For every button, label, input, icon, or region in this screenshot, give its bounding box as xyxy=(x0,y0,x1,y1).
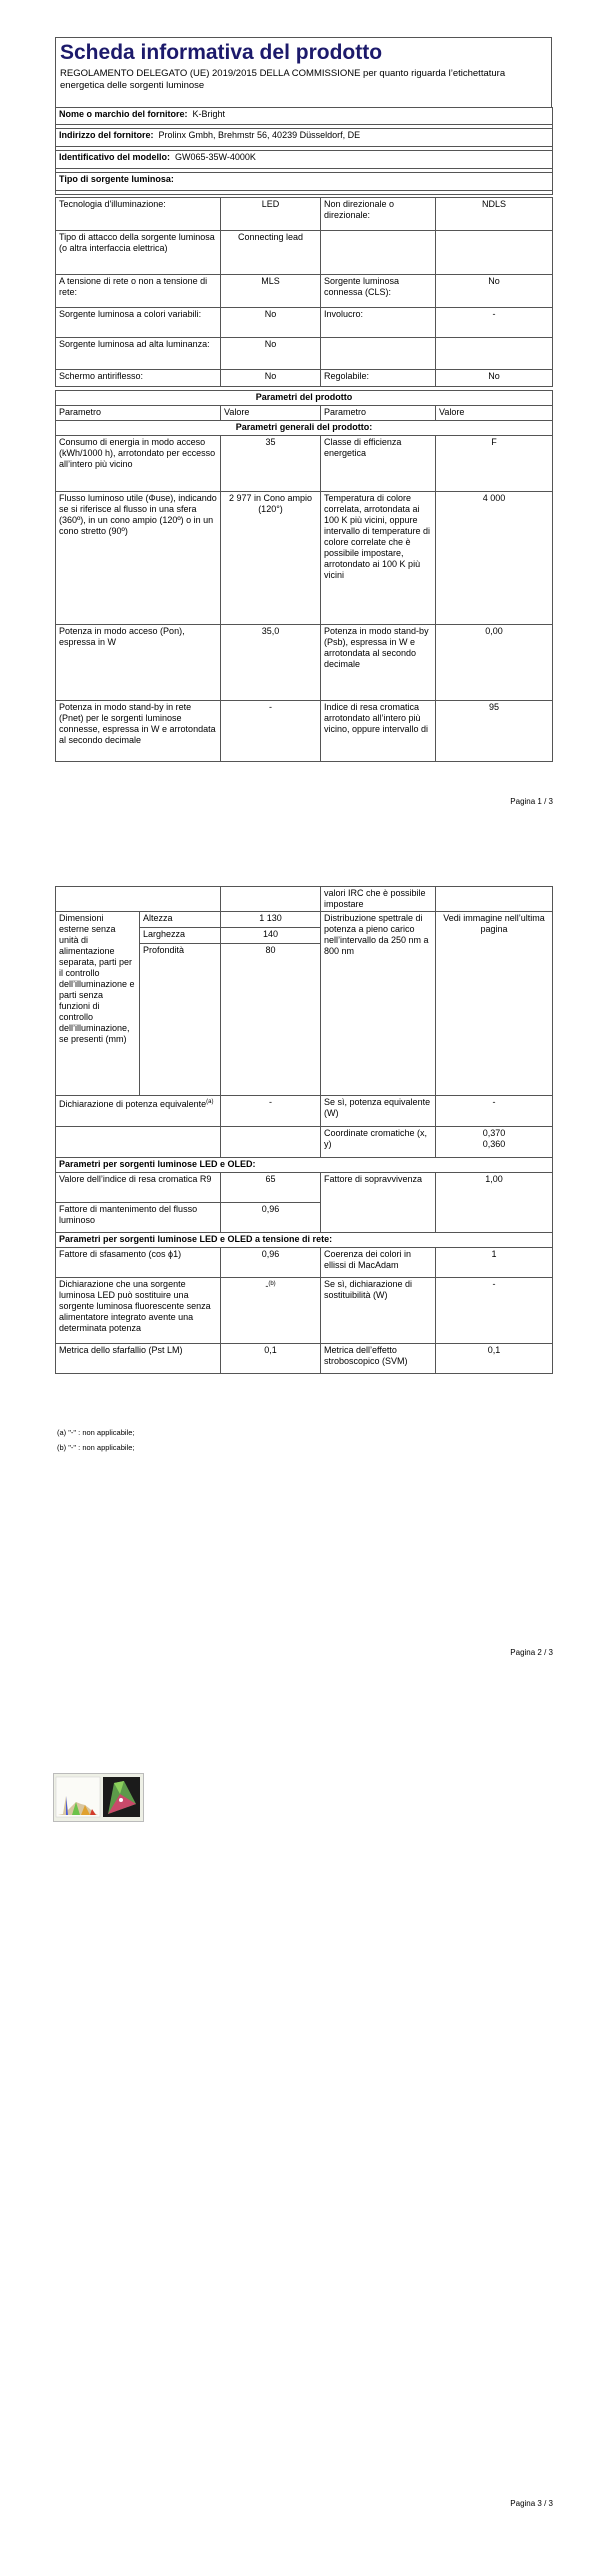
table-row xyxy=(56,1173,553,1203)
cri-label: Indice di resa cromatica arrotondato all’intero più vicino, oppure intervallo di xyxy=(321,701,436,762)
spectral-distribution-thumbnail xyxy=(53,1773,144,1822)
supplier-name-label: Nome o marchio del fornitore: xyxy=(59,109,188,119)
cri-value: 95 xyxy=(436,701,553,762)
cri-label-continued: valori IRC che è possibile impostare xyxy=(321,887,436,912)
table-row xyxy=(56,1278,553,1344)
on-mode-power-value: 35,0 xyxy=(221,625,321,701)
width-value: 140 xyxy=(221,928,321,944)
page-number: Pagina 3 / 3 xyxy=(510,2499,553,2508)
stroboscopic-metric-label: Metrica dell’effetto stroboscopico (SVM) xyxy=(321,1344,436,1374)
table-row xyxy=(56,308,553,338)
cct-value: 4 000 xyxy=(436,492,553,625)
technology-value: LED xyxy=(221,198,321,231)
general-parameters-title: Parametri generali del prodotto: xyxy=(56,421,553,436)
colour-tunable-label: Sorgente luminosa a colori variabili: xyxy=(56,308,221,338)
column-header-value: Valore xyxy=(436,406,553,421)
cct-label: Temperatura di colore correlata, arrotondata ai 100 K più vicini, oppure intervallo di temperature di colore correlate che è possibile impostare, arrotondato ai 100 K più vicini xyxy=(321,492,436,625)
on-mode-power-label: Potenza in modo acceso (Pon), espressa in W xyxy=(56,625,221,701)
supplier-table xyxy=(55,107,553,195)
height-label: Altezza xyxy=(140,912,221,928)
efficiency-class-value: F xyxy=(436,436,553,492)
macadam-label: Coerenza dei colori in ellissi di MacAdam xyxy=(321,1248,436,1278)
standby-power-value: 0,00 xyxy=(436,625,553,701)
fluorescent-replacement-label: Dichiarazione che una sorgente luminosa LED può sostituire una sorgente luminosa fluorescente senza alimentatore integrato avente una determinata potenza xyxy=(56,1278,221,1344)
chromaticity-y: 0,360 xyxy=(482,1139,506,1149)
table-row xyxy=(56,1096,553,1127)
networked-standby-value: - xyxy=(221,701,321,762)
flicker-metric-value: 0,1 xyxy=(221,1344,321,1374)
table-row xyxy=(56,275,553,308)
equivalent-watt-label: Se sì, potenza equivalente (W) xyxy=(321,1096,436,1127)
table-row xyxy=(56,436,553,492)
equivalent-watt-value: - xyxy=(436,1096,553,1127)
footnote-b: (b) "-" : non applicabile; xyxy=(57,1443,135,1452)
spectral-distribution-label: Distribuzione spettrale di potenza a pieno carico nell’intervallo da 250 nm a 800 nm xyxy=(321,912,436,1096)
column-header-parameter: Parametro xyxy=(321,406,436,421)
table-row xyxy=(56,231,553,275)
directional-label: Non direzionale o direzionale: xyxy=(321,198,436,231)
table-row xyxy=(56,625,553,701)
cap-type-value: Connecting lead xyxy=(221,231,321,275)
table-row xyxy=(56,1248,553,1278)
mains-value: MLS xyxy=(221,275,321,308)
chromaticity-x: 0,370 xyxy=(482,1128,506,1138)
equivalent-power-value: - xyxy=(221,1096,321,1127)
anti-glare-value: No xyxy=(221,370,321,387)
table-row xyxy=(56,1344,553,1374)
r9-label: Valore dell’indice di resa cromatica R9 xyxy=(56,1173,221,1203)
envelope-value: - xyxy=(436,308,553,338)
width-label: Larghezza xyxy=(140,928,221,944)
source-type-table xyxy=(55,197,553,387)
dimmable-value: No xyxy=(436,370,553,387)
macadam-value: 1 xyxy=(436,1248,553,1278)
cls-label: Sorgente luminosa connessa (CLS): xyxy=(321,275,436,308)
efficiency-class-label: Classe di efficienza energetica xyxy=(321,436,436,492)
networked-standby-label: Potenza in modo stand-by in rete (Pnet) per le sorgenti luminose connesse, espressa in W e arrotondata al secondo decimale xyxy=(56,701,221,762)
page-number: Pagina 2 / 3 xyxy=(510,1648,553,1657)
standby-power-label: Potenza in modo stand-by (Psb), espressa in W e arrotondata al secondo decimale xyxy=(321,625,436,701)
lumen-maintenance-label: Fattore di mantenimento del flusso luminoso xyxy=(56,1203,221,1233)
envelope-label: Involucro: xyxy=(321,308,436,338)
energy-consumption-label: Consumo di energia in modo acceso (kWh/1000 h), arrotondato per eccesso all’intero più vicino xyxy=(56,436,221,492)
supplier-address-value: Prolinx Gmbh, Brehmstr 56, 40239 Düsseldorf, DE xyxy=(158,130,361,140)
chromaticity-value xyxy=(436,1127,553,1158)
cap-type-label: Tipo di attacco della sorgente luminosa (o altra interfaccia elettrica) xyxy=(56,231,221,275)
model-id-row xyxy=(56,151,553,169)
product-parameters-table xyxy=(55,390,553,762)
spectral-distribution-value: Vedi immagine nell’ultima pagina xyxy=(436,912,553,1096)
supplier-address-label: Indirizzo del fornitore: xyxy=(59,130,154,140)
document-header xyxy=(55,37,552,108)
high-luminance-label: Sorgente luminosa ad alta luminanza: xyxy=(56,338,221,370)
table-row xyxy=(56,370,553,387)
led-oled-parameters-title: Parametri per sorgenti luminose LED e OLED: xyxy=(56,1158,553,1173)
source-type-heading: Tipo di sorgente luminosa: xyxy=(56,173,553,191)
displacement-factor-value: 0,96 xyxy=(221,1248,321,1278)
height-value: 1 130 xyxy=(221,912,321,928)
model-id-label: Identificativo del modello: xyxy=(59,152,171,162)
table-row xyxy=(56,912,553,928)
model-id-value: GW065-35W-4000K xyxy=(175,152,256,162)
supplier-name-row xyxy=(56,108,553,125)
cls-value: No xyxy=(436,275,553,308)
lumen-maintenance-value: 0,96 xyxy=(221,1203,321,1233)
page-number: Pagina 1 / 3 xyxy=(510,797,553,806)
equivalent-power-label: Dichiarazione di potenza equivalente$^{(a)}$ xyxy=(56,1096,221,1127)
luminous-flux-value: 2 977 in Cono ampio (120°) xyxy=(221,492,321,625)
page-title: Scheda informativa del prodotto xyxy=(60,41,383,64)
supplier-name-value: K-Bright xyxy=(192,109,226,119)
table-row xyxy=(56,492,553,625)
high-luminance-value: No xyxy=(221,338,321,370)
stroboscopic-metric-value: 0,1 xyxy=(436,1344,553,1374)
anti-glare-label: Schermo antiriflesso: xyxy=(56,370,221,387)
spectrum-image xyxy=(54,1774,143,1821)
dimensions-label: Dimensioni esterne senza unità di alimentazione separata, parti per il controllo dell’illuminazione e parti senza funzioni di controllo dell’illuminazione, se presenti (mm) xyxy=(56,912,140,1096)
mains-label: A tensione di rete o non a tensione di rete: xyxy=(56,275,221,308)
chromaticity-label: Coordinate cromatiche (x, y) xyxy=(321,1127,436,1158)
table-row xyxy=(56,338,553,370)
flicker-metric-label: Metrica dello sfarfallio (Pst LM) xyxy=(56,1344,221,1374)
directional-value: NDLS xyxy=(436,198,553,231)
column-header-parameter: Parametro xyxy=(56,406,221,421)
replacement-claim-value: - xyxy=(436,1278,553,1344)
luminous-flux-label: Flusso luminoso utile (Φuse), indicando se si riferisce al flusso in una sfera (360º), in un cono ampio (120º) o in un cono stretto (90º) xyxy=(56,492,221,625)
mains-led-parameters-title: Parametri per sorgenti luminose LED e OLED a tensione di rete: xyxy=(56,1233,553,1248)
table-row xyxy=(56,887,553,912)
table-header-row xyxy=(56,406,553,421)
parameters-title: Parametri del prodotto xyxy=(56,391,553,406)
energy-consumption-value: 35 xyxy=(221,436,321,492)
r9-value: 65 xyxy=(221,1173,321,1203)
product-parameters-table-continued xyxy=(55,886,553,1374)
table-row xyxy=(56,701,553,762)
table-row xyxy=(56,198,553,231)
supplier-address-row xyxy=(56,129,553,147)
depth-value: 80 xyxy=(221,944,321,1096)
displacement-factor-label: Fattore di sfasamento (cos ϕ1) xyxy=(56,1248,221,1278)
table-row xyxy=(56,1127,553,1158)
column-header-value: Valore xyxy=(221,406,321,421)
survival-factor-value: 1,00 xyxy=(436,1173,553,1233)
fluorescent-replacement-value: -$^{(b)}$ xyxy=(221,1278,321,1344)
dimmable-label: Regolabile: xyxy=(321,370,436,387)
footnote-a: (a) "-" : non applicabile; xyxy=(57,1428,135,1437)
colour-tunable-value: No xyxy=(221,308,321,338)
survival-factor-label: Fattore di sopravvivenza xyxy=(321,1173,436,1233)
regulation-text: REGOLAMENTO DELEGATO (UE) 2019/2015 DELLA COMMISSIONE per quanto riguarda l’etichettatura energetica delle sorgenti luminose xyxy=(60,68,506,91)
technology-label: Tecnologia d'illuminazione: xyxy=(56,198,221,231)
replacement-claim-label: Se sì, dichiarazione di sostituibilità (W) xyxy=(321,1278,436,1344)
depth-label: Profondità xyxy=(140,944,221,1096)
